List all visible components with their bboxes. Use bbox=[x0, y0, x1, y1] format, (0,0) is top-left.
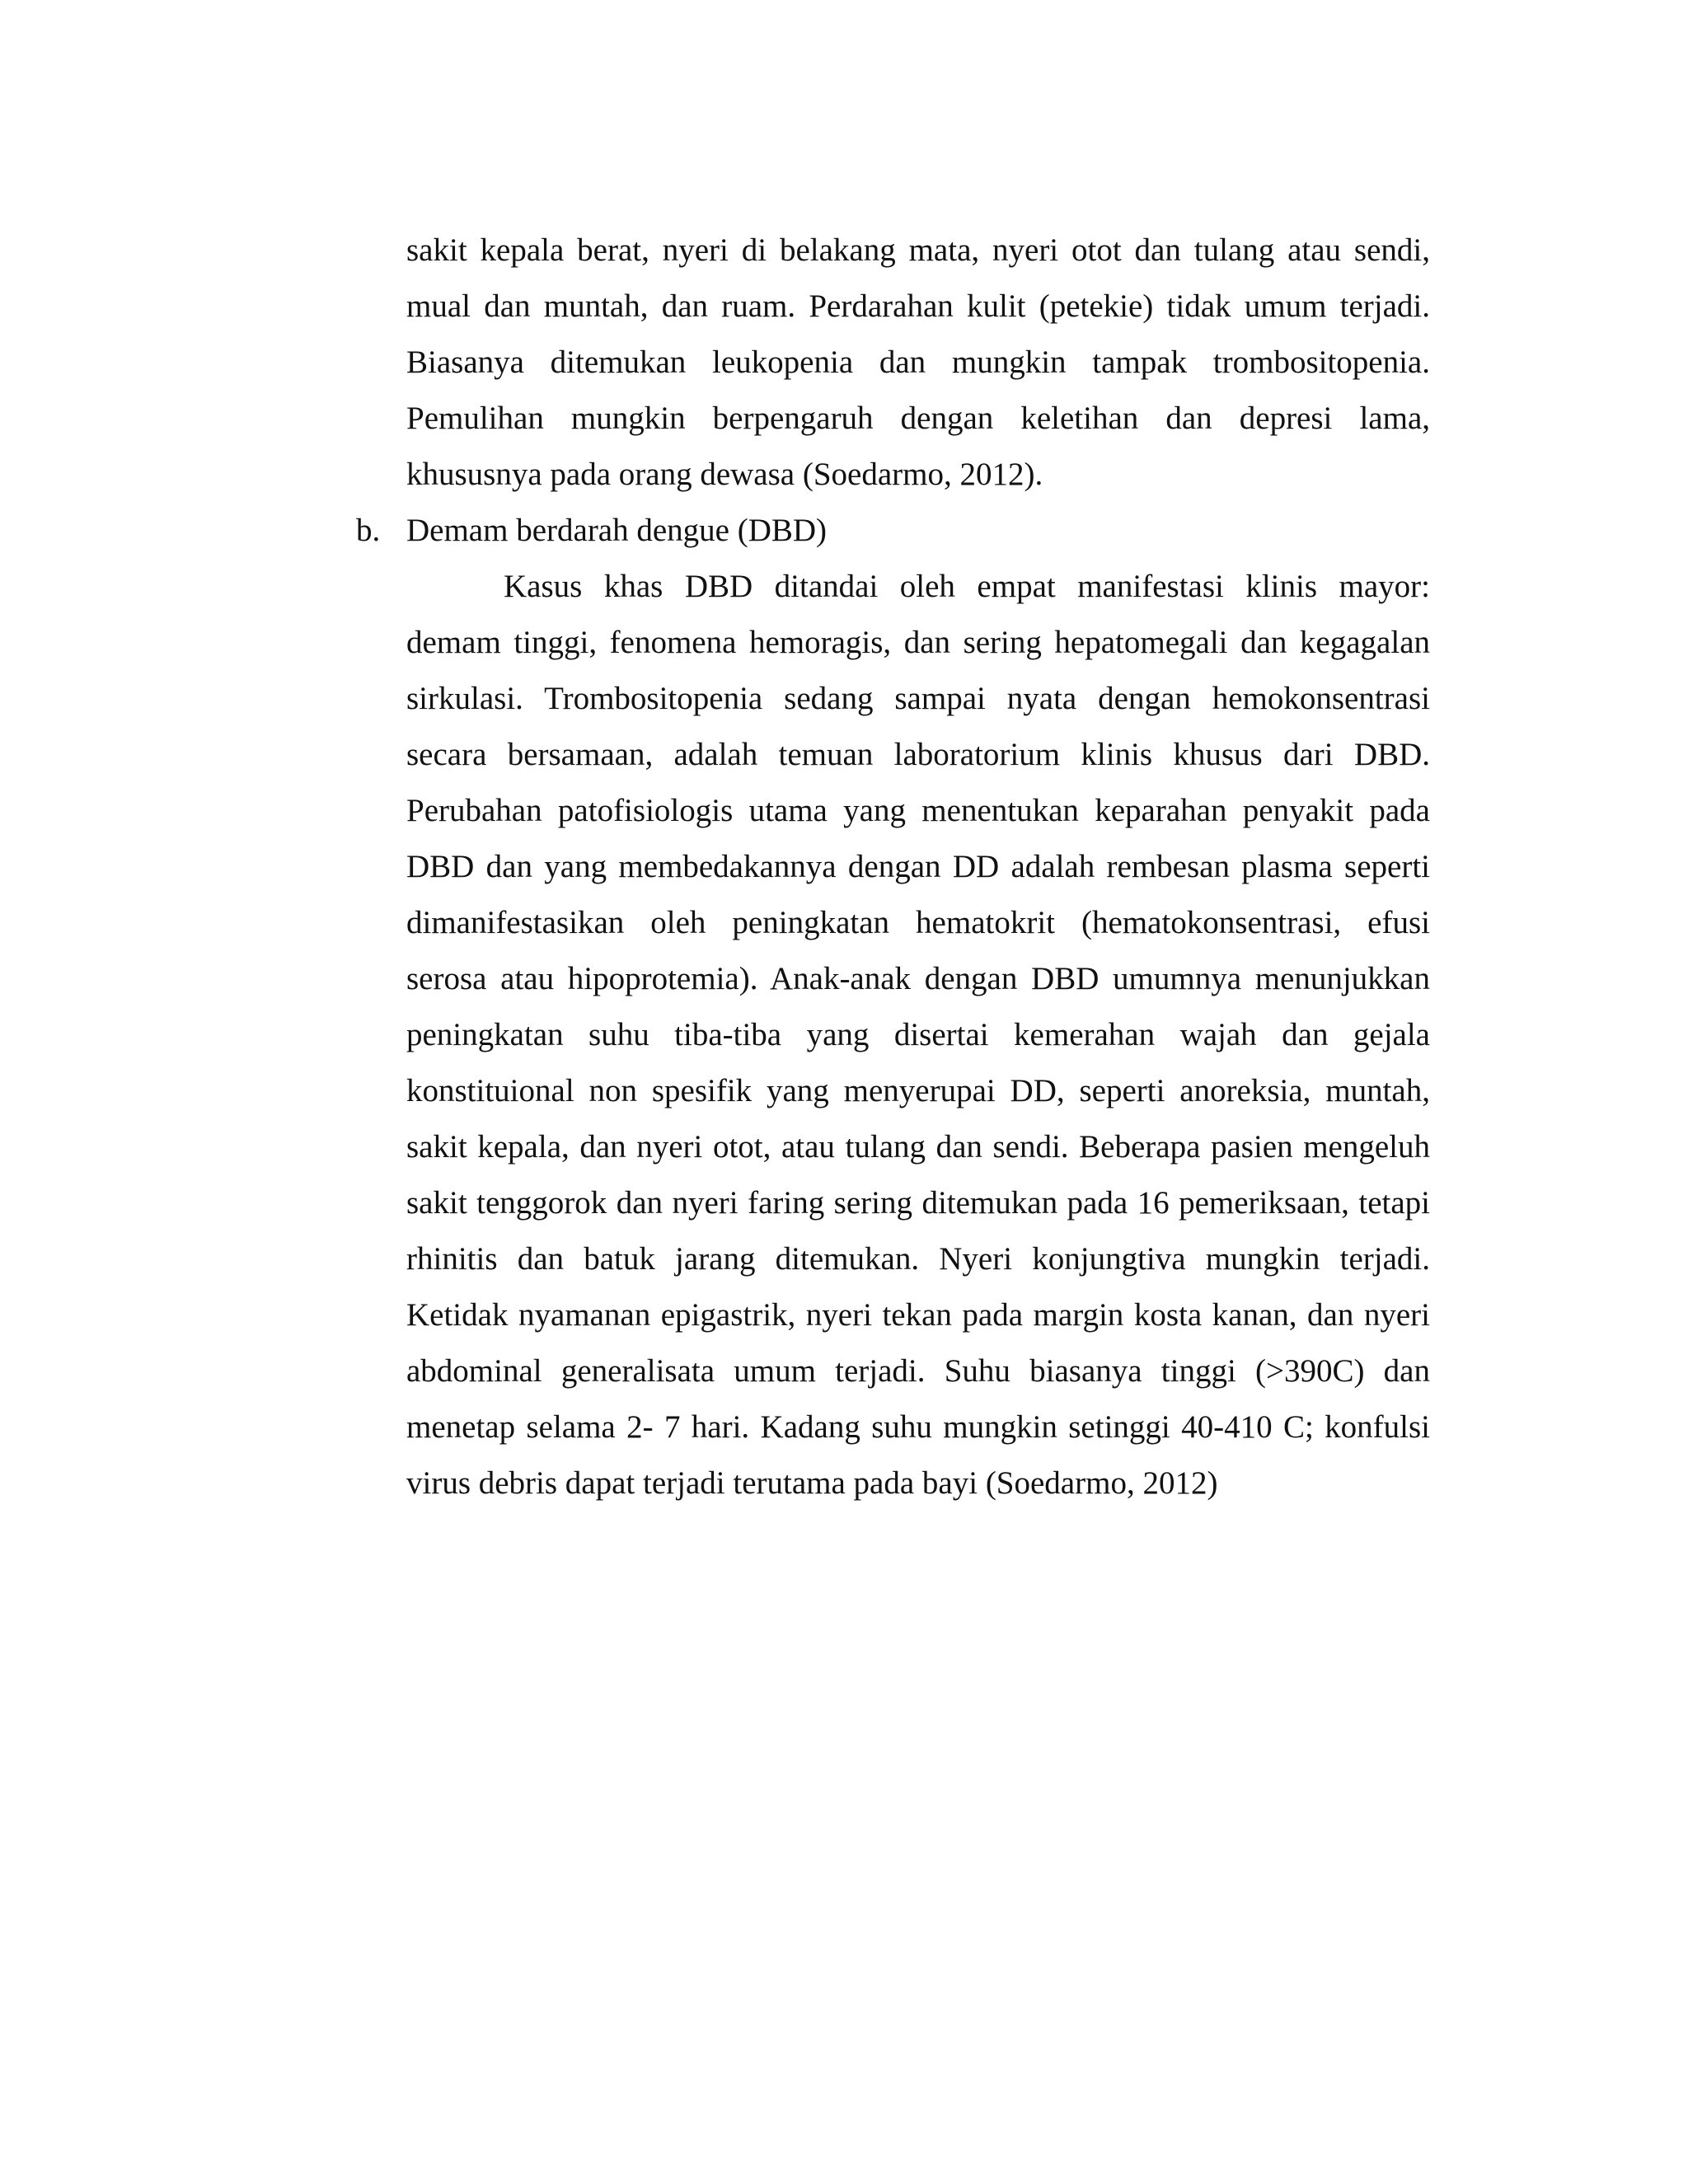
paragraph-1-line: sakit kepala berat, nyeri di belakang mata, nyeri otot dan tulang atau sendi, bbox=[406, 232, 1430, 268]
section-b-heading: Demam berdarah dengue (DBD) bbox=[406, 513, 828, 548]
paragraph-2-line: Kasus khas DBD ditandai oleh empat manifestasi klinis mayor: bbox=[504, 569, 1430, 604]
paragraph-2-line: Ketidak nyamanan epigastrik, nyeri tekan pada margin kosta kanan, dan nyeri bbox=[406, 1297, 1430, 1333]
paragraph-2-line: sirkulasi. Trombositopenia sedang sampai nyata dengan hemokonsentrasi bbox=[406, 681, 1430, 716]
paragraph-2-line: abdominal generalisata umum terjadi. Suhu biasanya tinggi (>390C) dan bbox=[406, 1353, 1430, 1389]
paragraph-2-line: serosa atau hipoprotemia). Anak-anak dengan DBD umumnya menunjukkan bbox=[406, 961, 1430, 996]
paragraph-1-line: mual dan muntah, dan ruam. Perdarahan kulit (petekie) tidak umum terjadi. bbox=[406, 288, 1430, 324]
paragraph-1-line: Biasanya ditemukan leukopenia dan mungkin tampak trombositopenia. bbox=[406, 344, 1430, 380]
paragraph-2-line: konstituional non spesifik yang menyerupai DD, seperti anoreksia, muntah, bbox=[406, 1073, 1430, 1108]
paragraph-2-line: sakit kepala, dan nyeri otot, atau tulang dan sendi. Beberapa pasien mengeluh bbox=[406, 1129, 1430, 1165]
paragraph-1-line: Pemulihan mungkin berpengaruh dengan keletihan dan depresi lama, bbox=[406, 401, 1430, 436]
paragraph-1-line: khususnya pada orang dewasa (Soedarmo, 2012). bbox=[406, 457, 1043, 492]
paragraph-2-line: sakit tenggorok dan nyeri faring sering ditemukan pada 16 pemeriksaan, tetapi bbox=[406, 1185, 1430, 1221]
paragraph-2-line: menetap selama 2- 7 hari. Kadang suhu mungkin setinggi 40-410 C; konfulsi bbox=[406, 1409, 1430, 1445]
paragraph-2-line: virus debris dapat terjadi terutama pada bayi (Soedarmo, 2012) bbox=[406, 1465, 1218, 1501]
paragraph-2-line: DBD dan yang membedakannya dengan DD adalah rembesan plasma seperti bbox=[406, 849, 1430, 884]
paragraph-2-line: demam tinggi, fenomena hemoragis, dan sering hepatomegali dan kegagalan bbox=[406, 625, 1430, 660]
section-b-marker: b. bbox=[356, 513, 381, 548]
paragraph-2-line: Perubahan patofisiologis utama yang menentukan keparahan penyakit pada bbox=[406, 793, 1430, 828]
paragraph-2-line: secara bersamaan, adalah temuan laboratorium klinis khusus dari DBD. bbox=[406, 737, 1430, 772]
paragraph-2-line: rhinitis dan batuk jarang ditemukan. Nyeri konjungtiva mungkin terjadi. bbox=[406, 1241, 1430, 1277]
paragraph-2-line: peningkatan suhu tiba-tiba yang disertai kemerahan wajah dan gejala bbox=[406, 1017, 1430, 1052]
paragraph-2-line: dimanifestasikan oleh peningkatan hematokrit (hematokonsentrasi, efusi bbox=[406, 905, 1430, 940]
